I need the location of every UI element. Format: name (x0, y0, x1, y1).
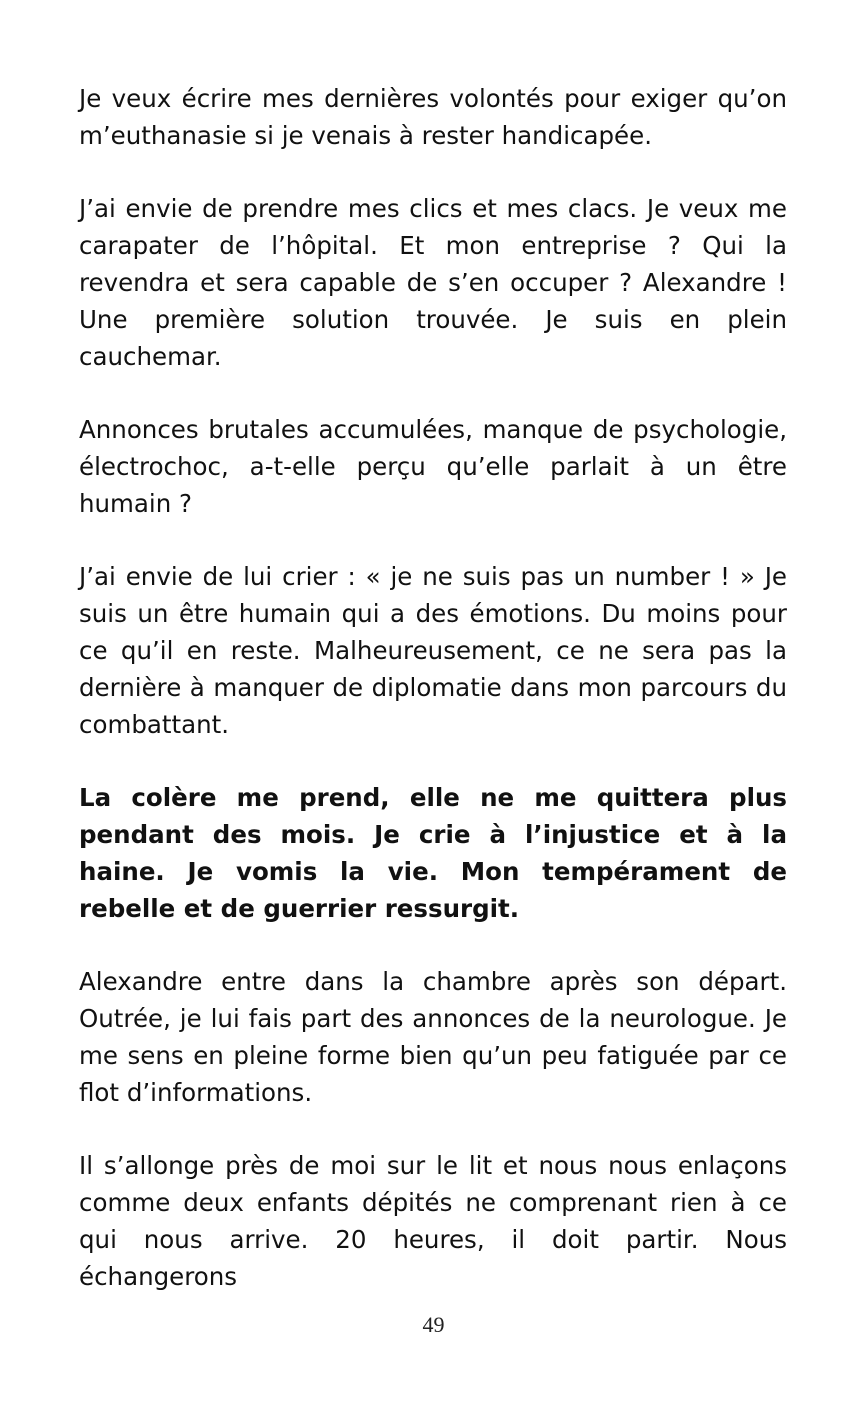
paragraph: J’ai envie de prendre mes clics et mes clacs. Je veux me carapater de l’hôpital. Et mon entreprise ? Qui la revendra et sera capable de s’en occuper ? Alexandre ! Une première solution trouvée. Je suis en plein cauchemar. (79, 194, 787, 371)
paragraph: Il s’allonge près de moi sur le lit et nous nous enlaçons comme deux enfants dépités ne comprenant rien à ce qui nous arrive. 20 heures, il doit partir. Nous échangerons (79, 1151, 787, 1291)
paragraph: Annonces brutales accumulées, manque de psychologie, électrochoc, a-t-elle perçu qu’elle parlait à un être humain ? (79, 415, 787, 518)
bold-paragraph: La colère me prend, elle ne me quittera plus pendant des mois. Je crie à l’injustice et à la haine. Je vomis la vie. Mon tempérament de rebelle et de guerrier ressurgit. (79, 783, 787, 923)
paragraph: Alexandre entre dans la chambre après son départ. Outrée, je lui fais part des annonces de la neurologue. Je me sens en pleine forme bien qu’un peu fatiguée par ce flot d’informations. (79, 967, 787, 1107)
paragraph: Je veux écrire mes dernières volontés pour exiger qu’on m’euthanasie si je venais à rester handicapée. (79, 84, 787, 150)
paragraph: J’ai envie de lui crier : « je ne suis pas un number ! » Je suis un être humain qui a des émotions. Du moins pour ce qu’il en reste. Malheureusement, ce ne sera pas la dernière à manquer de diplomatie dans mon parcours du combattant. (79, 562, 787, 739)
page-number: 49 (422, 1312, 445, 1337)
body-text (79, 80, 787, 1331)
